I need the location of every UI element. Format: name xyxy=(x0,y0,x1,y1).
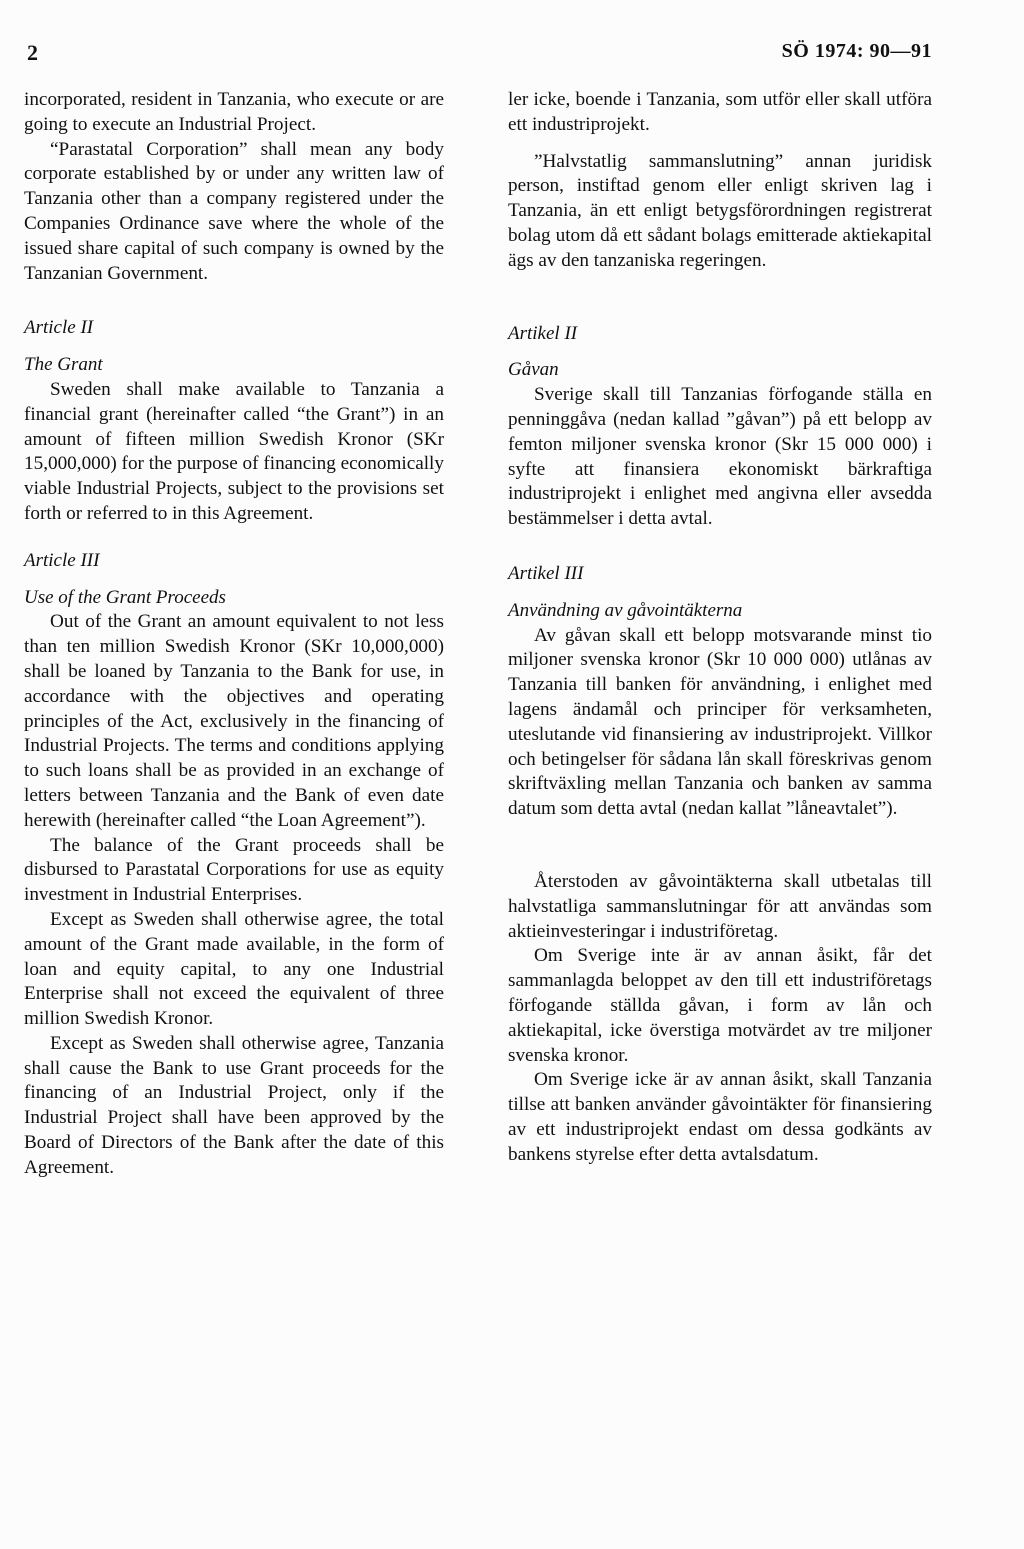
en-article-3-paragraph-2: The balance of the Grant proceeds shall be disbursed to Parastatal Corporations for use as equity investment in Industrial Enterprises. xyxy=(24,834,444,906)
en-article-2-title: Article II xyxy=(24,317,94,339)
en-intro-paragraph: incorporated, resident in Tanzania, who execute or are going to execute an Industrial Project. xyxy=(24,89,444,135)
en-article-3-paragraph-1: Out of the Grant an amount equivalent to not less than ten million Swedish Kronor (SKr 10,000,000) shall be loaned by Tanzania to the Bank for use, in accordance with the objectives and operating principles of the Act, exclusively in the financing of Industrial Projects. The terms and conditions applying to such loans shall be as provided in an exchange of letters between Tanzania and the Bank of even date herewith (hereinafter called “the Loan Agreement”). xyxy=(24,611,444,831)
sv-article-3-title: Artikel III xyxy=(508,562,584,584)
sv-intro-paragraph: ler icke, boende i Tanzania, som utför eller skall utföra ett industriprojekt. xyxy=(508,89,932,135)
sv-article-3-heading: Användning av gåvointäkterna xyxy=(508,599,743,621)
en-article-2-heading: The Grant xyxy=(24,354,103,376)
sv-article-2-title: Artikel II xyxy=(508,322,578,344)
sv-article-2-heading: Gåvan xyxy=(508,359,559,381)
en-parastatal-definition: “Parastatal Corporation” shall mean any body corporate established by or under any written law of Tanzania other than a company registered under the Companies Ordinance save where the whole of the issued share capital of such company is owned by the Tanzanian Government. xyxy=(24,138,444,284)
sv-article-3-paragraph-2: Återstoden av gåvointäkterna skall utbetalas till halvstatliga sammanslutningar för att användas som aktieinvesteringar i industriföretag. xyxy=(508,870,932,942)
en-article-2-text: Sweden shall make available to Tanzania a financial grant (hereinafter called “the Grant”) in an amount of fifteen million Swedish Kronor (SKr 15,000,000) for the purpose of financing economically viable Industrial Projects, subject to the provisions set forth or referred to in this Agreement. xyxy=(24,378,444,524)
sv-article-2-text: Sverige skall till Tanzanias förfogande ställa en penninggåva (nedan kallad ”gåvan”) på ett belopp av femton miljoner svenska kronor (Skr 15 000 000) i syfte att finansiera ekonomiskt bärkraftiga industriprojekt i enlighet med angivna eller avsedda bestämmelser i detta avtal. xyxy=(508,384,932,530)
sv-article-3-paragraph-1: Av gåvan skall ett belopp motsvarande minst tio miljoner svenska kronor (Skr 10 000 000) utlånas av Tanzania till banken för användning, i enlighet med lagens ändamål och principer för verksamheten, uteslutande vid finansiering av industriprojekt. Villkor och betingelser för sådana lån skall föreskrivas genom skriftväxling mellan Tanzania och banken av samma datum som detta avtal (nedan kallat ”låneavtalet”). xyxy=(508,624,932,820)
document-reference: SÖ 1974: 90—91 xyxy=(781,40,932,62)
swedish-column xyxy=(508,88,932,1167)
en-article-3-heading: Use of the Grant Proceeds xyxy=(24,586,226,608)
page-number: 2 xyxy=(27,40,39,65)
sv-article-3-paragraph-4: Om Sverige icke är av annan åsikt, skall Tanzania tillse att banken använder gåvointäkter för finansiering av ett industriprojekt endast om dessa godkänts av bankens styrelse efter detta avtalsdatum. xyxy=(508,1069,932,1165)
en-article-3-paragraph-4: Except as Sweden shall otherwise agree, Tanzania shall cause the Bank to use Grant proceeds for the financing of an Industrial Project, only if the Industrial Project shall have been approved by the Board of Directors of the Bank after the date of this Agreement. xyxy=(24,1032,444,1178)
en-article-3-paragraph-3: Except as Sweden shall otherwise agree, the total amount of the Grant made available, in the form of loan and equity capital, to any one Industrial Enterprise shall not exceed the equivalent of three million Swedish Kronor. xyxy=(24,908,444,1030)
sv-article-3-paragraph-3: Om Sverige inte är av annan åsikt, får det sammanlagda beloppet av den till ett industriföretags förfogande ställda gåvan, i form av lån och aktiekapital, icke överstiga motvärdet av tre miljoner svenska kronor. xyxy=(508,945,932,1066)
en-article-3-title: Article III xyxy=(24,549,100,571)
sv-parastatal-definition: ”Halvstatlig sammanslutning” annan juridisk person, instiftad genom eller enligt skriven lag i Tanzania, än ett enligt betygsförordningen registrerat bolag utom då ett sådant bolags emitterade aktiekapital ägs av den tanzaniska regeringen. xyxy=(508,150,932,271)
english-column xyxy=(24,88,444,1181)
